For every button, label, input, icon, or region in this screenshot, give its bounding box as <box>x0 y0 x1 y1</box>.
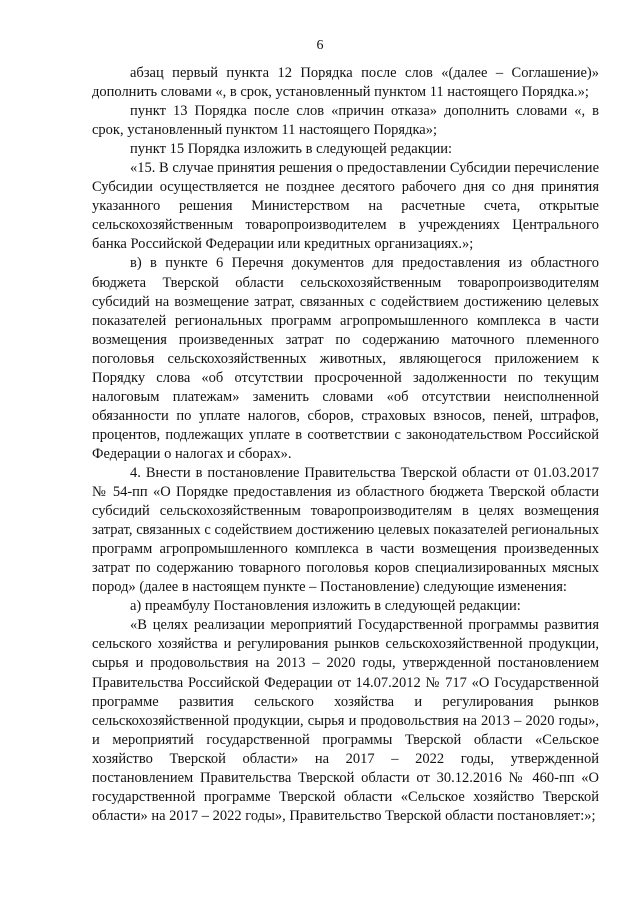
paragraph-item-a: а) преамбулу Постановления изложить в следующей редакции: <box>130 598 521 615</box>
paragraph-preamble-text: «В целях реализации мероприятий Государственной программы развития сельского хозяйства и регулирования рынков сельскохозяйственной продукции, сырья и продовольствия на 2013 – 2020 годы, утвержденной постановлением Правительства Российской Федерации от 14.07.2012 № 717 «О Государственной программе развития сельского хозяйства и регулирования рынков сельскохозяйственной продукции, сырья и продовольствия на 2013 – 2020 годы», и мероприятий государственной программы Тверской области «Сельское хозяйство Тверской области» на 2017 – 2022 годы, утвержденной постановлением Правительства Тверской области от 30.12.2016 № 460-пп «О государственной программе Тверской области «Сельское хозяйство Тверской области» на 2017 – 2022 годы», Правительство Тверской области постановляет:»; <box>92 617 599 824</box>
paragraph-item-v: в) в пункте 6 Перечня документов для предоставления из областного бюджета Тверской области сельскохозяйственным товаропроизводителям субсидий на возмещение затрат, связанных с содействием достижению целевых показателей региональных программ агропромышленного комплекса в части возмещения произведенных затрат по содержанию маточного племенного поголовья сельскохозяйственных животных, являющегося приложением к Порядку слова «об отсутствии просроченной задолженности по текущим налоговым платежам» заменить словами «об отсутствии неисполненной обязанности по уплате налогов, сборов, страховых взносов, пеней, штрафов, процентов, подлежащих уплате в соответствии с законодательством Российской Федерации о налогах и сборах». <box>92 255 599 462</box>
paragraph-clause-15-text: «15. В случае принятия решения о предоставлении Субсидии перечисление Субсидии осуществляется не позднее десятого рабочего дня со дня принятия указанного решения Министерством на расчетные счета, открытые сельскохозяйственным товаропроизводителем в учреждениях Центрального банка Российской Федерации или кредитных организациях.»; <box>92 160 599 253</box>
paragraph-clause-15-intro: пункт 15 Порядка изложить в следующей редакции: <box>130 141 453 158</box>
paragraph-clause-13-amendment: пункт 13 Порядка после слов «причин отказа» дополнить словами «, в срок, установленный пунктом 11 настоящего Порядка»; <box>92 103 599 139</box>
page-number: 6 <box>316 38 324 53</box>
paragraph-item-4: 4. Внести в постановление Правительства Тверской области от 01.03.2017 № 54-пп «О Порядке предоставления из областного бюджета Тверской области субсидий сельскохозяйственным товаропроизводителям в целях возмещения затрат, связанных с содействием достижению целевых показателей региональных программ агропромышленного комплекса в части возмещения произведенных затрат по содержанию товарного поголовья коров специализированных мясных пород» (далее в настоящем пункте – Постановление) следующие изменения: <box>92 464 599 596</box>
document-body <box>92 64 599 826</box>
paragraph-clause-12-amendment: абзац первый пункта 12 Порядка после слов «(далее – Соглашение)» дополнить словами «, в срок, установленный пунктом 11 настоящего Порядка.»; <box>92 65 599 101</box>
